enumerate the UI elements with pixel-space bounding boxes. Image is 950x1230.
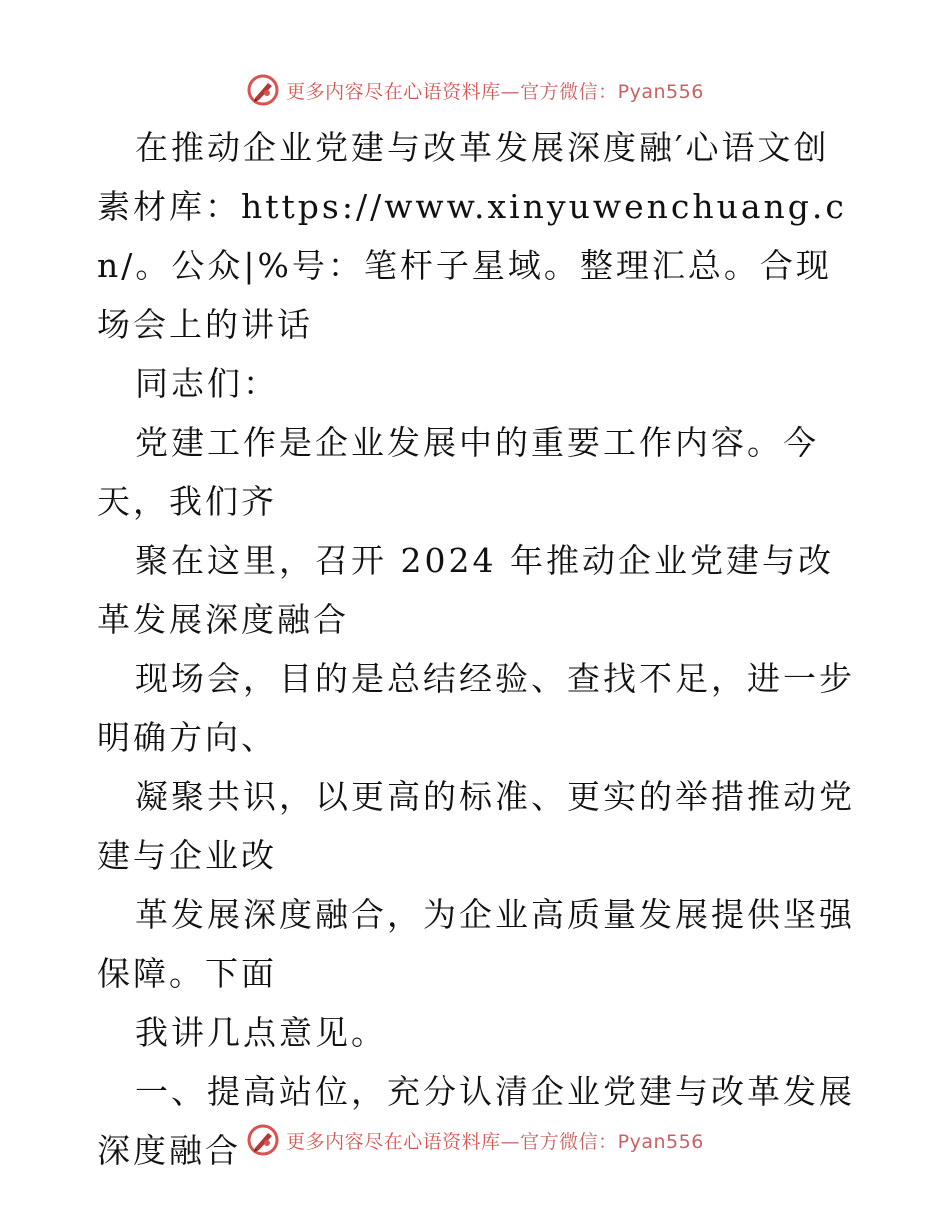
paragraph-title-line: 在推动企业党建与改革发展深度融′心语文创素材库：https://www.xinyuwenchuang.cn/。公众|%号：笔杆子星域。整理汇总。合现场会上的讲话 xyxy=(97,128,847,344)
banner-wechat-text: 官方微信：Pyan556 xyxy=(520,1130,704,1153)
paragraph-body: 现场会，目的是总结经验、查找不足，进一步明确方向、 xyxy=(97,659,855,757)
paragraph-salutation: 同志们： xyxy=(135,364,279,403)
section-heading: 一、提高站位，充分认清企业党建与改革发展深度融合 xyxy=(97,1072,855,1170)
banner-text xyxy=(286,1127,704,1154)
pen-logo-icon xyxy=(246,73,280,107)
paragraph-body: 凝聚共识，以更高的标准、更实的举措推动党建与企业改 xyxy=(97,777,855,875)
banner-main-text: 更多内容尽在心语资料库 xyxy=(286,1130,501,1153)
paragraph-body: 革发展深度融合，为企业高质量发展提供坚强保障。下面 xyxy=(97,895,855,993)
banner-wechat-text: 官方微信：Pyan556 xyxy=(520,80,704,103)
banner-dash: — xyxy=(500,1130,521,1153)
paragraph-body: 我讲几点意见。 xyxy=(135,1013,387,1052)
banner-main-text: 更多内容尽在心语资料库 xyxy=(286,80,501,103)
document-body xyxy=(97,118,857,1180)
header-watermark-banner xyxy=(0,70,950,110)
pen-logo-icon xyxy=(246,1123,280,1157)
footer-watermark-banner xyxy=(0,1120,950,1160)
banner-text xyxy=(286,77,704,104)
paragraph-body: 党建工作是企业发展中的重要工作内容。今天，我们齐 xyxy=(97,423,819,521)
banner-dash: — xyxy=(500,80,521,103)
paragraph-body: 聚在这里，召开 2024 年推动企业党建与改革发展深度融合 xyxy=(97,541,834,639)
